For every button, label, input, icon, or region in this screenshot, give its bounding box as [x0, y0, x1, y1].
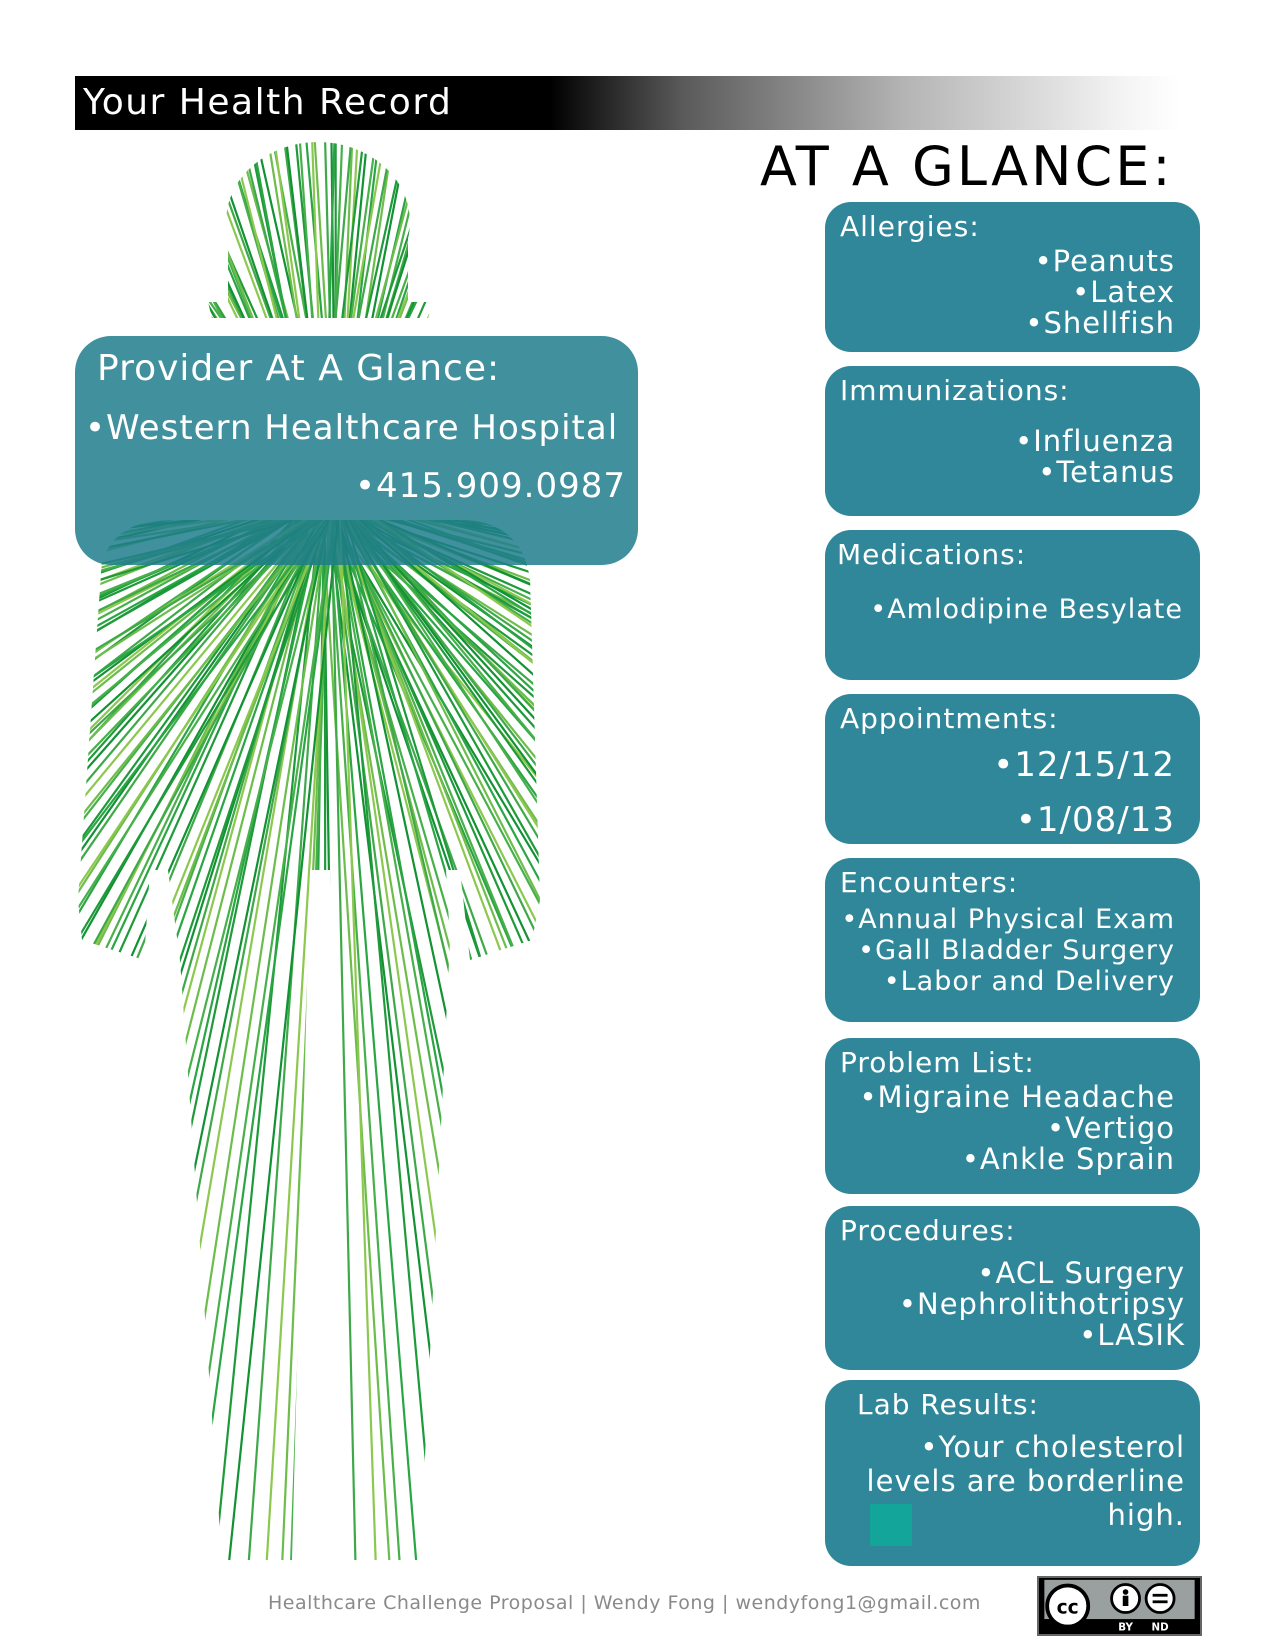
list-item: •Vertigo: [1046, 1111, 1175, 1145]
list-item: •Influenza: [1015, 424, 1175, 458]
cc-label: cc: [1056, 1597, 1079, 1619]
procedures-list: [899, 1258, 1185, 1351]
encounters-card: [825, 858, 1200, 1022]
lab-results-list: [867, 1430, 1185, 1532]
page-title: Your Health Record: [83, 82, 453, 123]
list-item: •Annual Physical Exam: [841, 904, 1175, 935]
list-item: levels are borderline: [866, 1464, 1185, 1498]
appointments-list: [993, 738, 1175, 848]
list-item: •LASIK: [1079, 1318, 1185, 1352]
list-item[interactable]: •1/08/13: [1015, 800, 1175, 840]
medications-title: Medications:: [837, 538, 1027, 571]
list-item: •Latex: [1072, 275, 1175, 309]
status-swatch: [870, 1504, 912, 1546]
list-item: •Migraine Headache: [859, 1080, 1175, 1114]
encounters-list: [841, 904, 1175, 997]
procedures-card: [825, 1206, 1200, 1370]
immunizations-card: [825, 366, 1200, 516]
green-line: [325, 500, 326, 1650]
problem-list-title: Problem List:: [840, 1046, 1035, 1079]
list-item: high.: [1107, 1498, 1185, 1532]
lab-results-title: Lab Results:: [857, 1388, 1039, 1421]
list-item: •Nephrolithotripsy: [898, 1287, 1185, 1321]
provider-title: Provider At A Glance:: [97, 348, 501, 389]
list-item: •Gall Bladder Surgery: [858, 935, 1175, 966]
lab-results-card: [825, 1380, 1200, 1566]
list-item: •Your cholesterol: [920, 1430, 1185, 1464]
no-derivatives-icon: [1146, 1585, 1174, 1613]
footer-credit: Healthcare Challenge Proposal | Wendy Fong | wendyfong1@gmail.com: [268, 1592, 981, 1614]
list-item: •Labor and Delivery: [883, 966, 1175, 997]
provider-phone[interactable]: •415.909.0987: [355, 466, 626, 506]
at-a-glance-heading: AT A GLANCE:: [760, 135, 1174, 198]
problem-list: [859, 1082, 1175, 1175]
provider-name: •Western Healthcare Hospital: [85, 408, 619, 448]
list-item: •Tetanus: [1038, 455, 1175, 489]
encounters-title: Encounters:: [840, 866, 1019, 899]
list-item: •Peanuts: [1034, 244, 1175, 278]
list-item: •ACL Surgery: [977, 1256, 1185, 1290]
provider-card: [75, 336, 638, 565]
medications-list: [870, 594, 1183, 625]
immunizations-list: [1015, 426, 1175, 488]
list-item: •Ankle Sprain: [961, 1142, 1175, 1176]
appointments-title: Appointments:: [840, 702, 1059, 735]
allergies-card: [825, 202, 1200, 352]
procedures-title: Procedures:: [840, 1214, 1016, 1247]
nd-label: ND: [1151, 1621, 1169, 1634]
by-label: BY: [1118, 1621, 1133, 1634]
list-item[interactable]: •12/15/12: [993, 745, 1175, 785]
problem-list-card: [825, 1038, 1200, 1194]
list-item: •Amlodipine Besylate: [870, 594, 1183, 625]
immunizations-title: Immunizations:: [840, 374, 1070, 407]
cc-license-badge: [1037, 1576, 1202, 1636]
allergies-title: Allergies:: [840, 210, 980, 243]
medications-card: [825, 530, 1200, 680]
list-item: •Shellfish: [1025, 306, 1175, 340]
appointments-card: [825, 694, 1200, 844]
allergies-list: [1025, 246, 1175, 339]
